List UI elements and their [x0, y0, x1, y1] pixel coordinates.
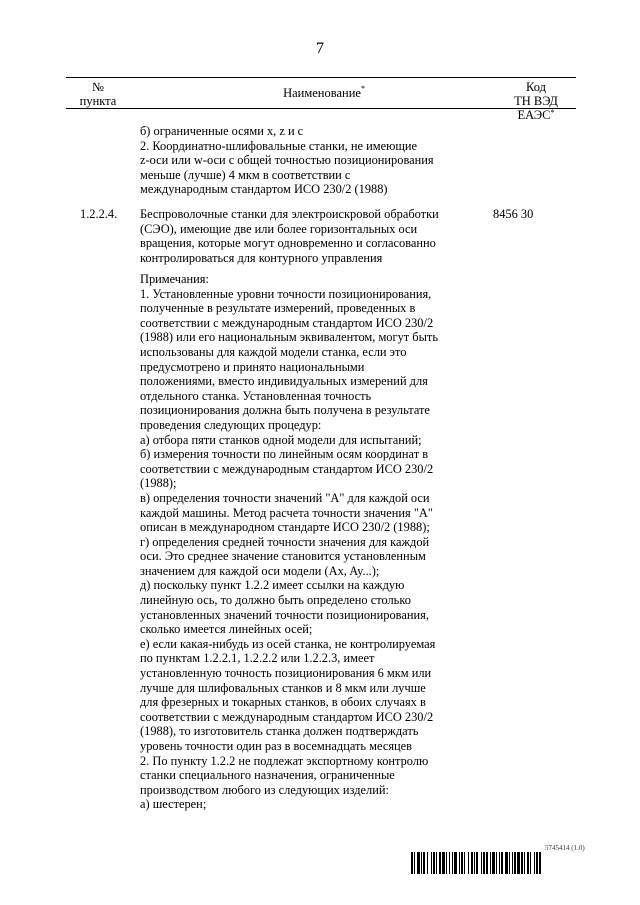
text-line: z-оси или w-оси с общей точностью позиционирования: [140, 153, 434, 168]
row-code: 8456 30: [493, 207, 534, 221]
barcode-bar: [468, 852, 469, 874]
text-line: проведения следующих процедур:: [140, 417, 322, 432]
text-line: а) шестерен;: [140, 797, 207, 812]
text-line: Беспроволочные станки для электроискровой обработки: [140, 207, 439, 221]
barcode-bar: [421, 852, 422, 874]
text-line: каждой машины. Метод расчета точности значения "A": [140, 505, 433, 520]
barcode-bar: [496, 852, 497, 874]
barcode-bar: [501, 852, 503, 874]
header-number-column: [66, 80, 130, 108]
text-line: б) ограниченные осями x, z и c: [140, 124, 304, 138]
text-line: описан в международном стандарте ИСО 230/2 (1988);: [140, 520, 430, 535]
barcode-bar: [442, 852, 445, 874]
text-line: соответствии с международным стандартом ИСО 230/2: [140, 709, 434, 724]
text-line: международным стандартом ИСО 230/2 (1988): [140, 182, 388, 197]
text-line: предусмотрено и принято национальными: [140, 359, 365, 374]
barcode-bar: [454, 852, 457, 874]
text-line: отдельного станка. Установленная точность: [140, 388, 372, 403]
barcode-bar: [521, 852, 523, 874]
barcode-bar: [474, 852, 475, 874]
barcode-bar: [512, 852, 513, 874]
top-text-block: [140, 124, 460, 197]
text-line: уровень точности один раз в восемнадцать месяцев: [140, 739, 413, 753]
text-line: установленных значений точности позиционирования,: [140, 607, 429, 622]
text-line: д) поскольку пункт 1.2.2 имеет ссылки на каждую: [140, 578, 405, 593]
barcode-bar: [481, 852, 482, 874]
barcode-bar: [483, 852, 485, 874]
barcode-bar: [539, 852, 541, 874]
text-line: меньше (лучше) 4 мкм в соответствии с: [140, 167, 351, 182]
barcode-bar: [476, 852, 478, 874]
header-code-column: [496, 80, 576, 122]
text-line: контролироваться для контурного управления: [140, 250, 383, 265]
text-line: (1988) или его национальным эквивалентом, могут быть: [140, 330, 438, 345]
barcode-bar: [509, 852, 510, 874]
text-line: установленную точность позиционирования 6 мкм или: [140, 666, 432, 681]
barcode-label: 5745414 (1.0): [545, 844, 585, 852]
text-line: станки специального назначения, ограниченные: [140, 768, 395, 783]
barcode-bar: [524, 852, 525, 874]
text-line: соответствии с международным стандартом ИСО 230/2: [140, 315, 434, 330]
barcode-bar: [486, 852, 488, 874]
header-code-line1: Код: [526, 80, 546, 94]
header-code-label: ТН ВЭД ЕАЭС: [514, 94, 558, 122]
text-line: (СЭО), имеющие две или более горизонтальных оси: [140, 221, 418, 236]
barcode-bar: [446, 852, 447, 874]
barcode-bar: [411, 852, 413, 874]
barcode-bar: [417, 852, 420, 874]
page-number: 7: [316, 40, 324, 57]
text-line: для фрезерных и токарных станков, в обоих случаях в: [140, 695, 426, 710]
barcode-bar: [499, 852, 500, 874]
barcode-bar: [505, 852, 508, 874]
barcode-bar: [461, 852, 463, 874]
text-line: а) отбора пяти станков одной модели для испытаний;: [140, 432, 422, 447]
text-line: вращения, которые могут одновременно и согласованно: [140, 236, 436, 251]
barcode-bar: [459, 852, 460, 874]
text-line: линейную ось, то должно быть определено столько: [140, 593, 411, 608]
barcode-image: [411, 852, 581, 874]
text-line: позиционирования должна быть получена в результате: [140, 403, 430, 418]
barcode-bar: [433, 852, 435, 874]
barcode-bar: [439, 852, 441, 874]
barcode-bar: [431, 852, 432, 874]
text-line: в) определения точности значений "A" для каждой оси: [140, 490, 430, 505]
text-line: лучше для шлифовальных станков и 8 мкм или лучше: [140, 680, 426, 695]
header-code-footnote-mark: *: [550, 108, 555, 117]
text-line: 2. По пункту 1.2.2 не подлежат экспортному контролю: [140, 753, 429, 768]
table-header: [66, 77, 576, 122]
text-line: 2. Координатно-шлифовальные станки, не имеющие: [140, 138, 418, 153]
text-line: сколько имеется линейных осей;: [140, 622, 313, 637]
barcode-bar: [452, 852, 453, 874]
barcode-bar: [527, 852, 529, 874]
text-line: е) если какая-нибудь из осей станка, не контролируемая: [140, 636, 436, 651]
barcode-bar: [436, 852, 437, 874]
header-name-label: Наименование: [283, 86, 361, 100]
header-name-footnote-mark: *: [360, 84, 365, 93]
text-line: полученные в результате измерений, проведенных в: [140, 301, 416, 316]
notes-block: [140, 272, 460, 812]
text-line: г) определения средней точности значения для каждой: [140, 534, 430, 549]
text-line: производством любого из следующих изделий:: [140, 782, 389, 797]
barcode-bar: [530, 852, 531, 874]
header-number-line2: пункта: [79, 94, 117, 108]
header-number-line1: №: [92, 80, 104, 94]
barcode-bar: [414, 852, 415, 874]
text-line: по пунктам 1.2.2.1, 1.2.2.2 или 1.2.2.3, имеет: [140, 651, 375, 666]
barcode-bar: [490, 852, 491, 874]
barcode-bar: [514, 852, 516, 874]
text-line: (1988);: [140, 476, 177, 491]
text-line: значением для каждой оси модели (Ax, Ay...);: [140, 563, 380, 578]
text-line: использованы для каждой модели станка, если это: [140, 344, 407, 359]
text-line: б) измерения точности по линейным осям координат в: [140, 447, 429, 462]
barcode-bar: [517, 852, 520, 874]
barcode-bar: [536, 852, 538, 874]
text-line: положениями, вместо индивидуальных измерений для: [140, 374, 428, 389]
barcode-bar: [423, 852, 425, 874]
header-name-column: [134, 86, 514, 101]
barcode-bar: [427, 852, 428, 874]
text-line: (1988), то изготовитель станка должен подтверждать: [140, 724, 419, 739]
barcode-bar: [492, 852, 495, 874]
barcode-bar: [534, 852, 535, 874]
text-line: оси. Это среднее значение становится установленным: [140, 549, 426, 564]
barcode-bar: [464, 852, 465, 874]
notes-heading: Примечания:: [140, 272, 209, 286]
barcode-bar: [449, 852, 450, 874]
text-line: соответствии с международным стандартом ИСО 230/2: [140, 461, 434, 476]
barcode-bar: [471, 852, 473, 874]
text-line: 1. Установленные уровни точности позиционирования,: [140, 286, 432, 301]
row-number: 1.2.2.4.: [80, 207, 118, 221]
header-code-line2: [496, 94, 576, 122]
row-description: [140, 207, 460, 265]
